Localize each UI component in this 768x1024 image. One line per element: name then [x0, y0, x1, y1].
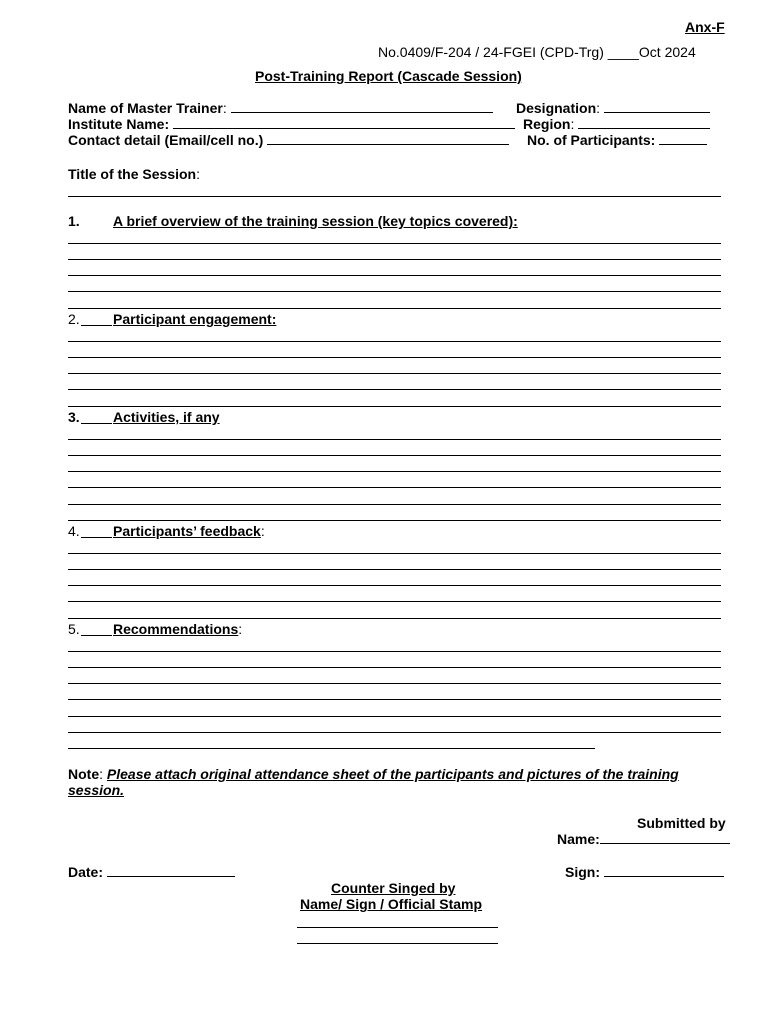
writing-line[interactable] [68, 275, 721, 276]
master-trainer-field: Name of Master Trainer: [68, 100, 493, 116]
writing-line[interactable] [68, 373, 721, 374]
writing-line[interactable] [68, 487, 721, 488]
section-3-number: 3. [68, 409, 80, 425]
note-text-1: Please attach original attendance sheet of the participants and pictures of the training [106, 766, 679, 782]
writing-line[interactable] [68, 585, 721, 586]
section-1-number: 1. [68, 213, 80, 229]
date-label: Date: [68, 864, 104, 880]
counter-sign-line[interactable] [297, 927, 498, 928]
annex-label: Anx-F [685, 19, 725, 35]
writing-line[interactable] [68, 618, 721, 619]
note-line-1: Note: Please attach original attendance sheet of the participants and pictures of the training [68, 766, 679, 782]
date-blank[interactable] [107, 864, 235, 877]
note-text-2: session. [68, 782, 125, 798]
session-title-label: Title of the Session [68, 166, 197, 182]
writing-line[interactable] [68, 748, 595, 749]
writing-line[interactable] [68, 291, 721, 292]
session-title-line[interactable] [68, 196, 721, 197]
tab-underline [81, 325, 112, 326]
page-title: Post-Training Report (Cascade Session) [255, 68, 522, 84]
contact-blank[interactable] [267, 132, 509, 145]
tab-underline [81, 537, 112, 538]
writing-line[interactable] [68, 406, 721, 407]
master-trainer-label: Name of Master Trainer [68, 100, 223, 116]
name-label: Name: [557, 831, 600, 847]
section-3-title: Activities, if any [113, 409, 220, 425]
writing-line[interactable] [68, 504, 721, 505]
writing-line[interactable] [68, 651, 721, 652]
sign-field [565, 864, 724, 880]
region-field: Region: [523, 116, 710, 132]
stamp-label: Name/ Sign / Official Stamp [300, 896, 483, 912]
section-4-title: Participants’ feedback [113, 523, 261, 539]
counter-signed-label: Counter Singed by [331, 880, 456, 896]
note-label: Note [68, 766, 100, 782]
contact-field [68, 132, 509, 148]
master-trainer-blank[interactable] [231, 100, 493, 113]
writing-line[interactable] [68, 683, 721, 684]
designation-label: Designation [516, 100, 597, 116]
designation-field: Designation: [516, 100, 710, 116]
tab-underline [81, 635, 112, 636]
section-2-title: Participant engagement: [113, 311, 277, 327]
region-blank[interactable] [578, 116, 710, 129]
counter-sign-line[interactable] [297, 943, 498, 944]
writing-line[interactable] [68, 455, 721, 456]
writing-line[interactable] [68, 699, 721, 700]
institute-blank[interactable] [173, 116, 515, 129]
participants-count-blank[interactable] [659, 132, 707, 145]
writing-line[interactable] [68, 732, 721, 733]
writing-line[interactable] [68, 389, 721, 390]
section-1-title: A brief overview of the training session (key topics covered): [113, 213, 518, 229]
participants-count-field [527, 132, 707, 148]
submitted-by-label: Submitted by [637, 815, 726, 831]
writing-line[interactable] [68, 259, 721, 260]
sign-label: Sign: [565, 864, 600, 880]
writing-line[interactable] [68, 341, 721, 342]
sign-blank[interactable] [604, 864, 724, 877]
region-label: Region [523, 116, 571, 132]
writing-line[interactable] [68, 308, 721, 309]
writing-line[interactable] [68, 569, 721, 570]
name-field [557, 831, 730, 847]
section-5-heading: Recommendations: [113, 621, 243, 637]
institute-label: Institute Name: [68, 116, 170, 132]
section-5-title: Recommendations [113, 621, 239, 637]
section-5-number: 5. [68, 621, 80, 637]
designation-blank[interactable] [604, 100, 710, 113]
contact-label: Contact detail (Email/cell no.) [68, 132, 264, 148]
participants-count-label: No. of Participants: [527, 132, 656, 148]
name-blank[interactable] [600, 831, 730, 844]
writing-line[interactable] [68, 243, 721, 244]
section-2-number: 2. [68, 311, 80, 327]
writing-line[interactable] [68, 553, 721, 554]
reference-number: No.0409/F-204 / 24-FGEI (CPD-Trg) ____Oct 2024 [378, 44, 696, 60]
section-4-number: 4. [68, 523, 80, 539]
writing-line[interactable] [68, 520, 721, 521]
writing-line[interactable] [68, 601, 721, 602]
institute-field [68, 116, 515, 132]
session-title-field: Title of the Session: [68, 166, 200, 182]
writing-line[interactable] [68, 439, 721, 440]
section-4-heading: Participants’ feedback: [113, 523, 265, 539]
writing-line[interactable] [68, 667, 721, 668]
date-field [68, 864, 235, 880]
tab-underline [81, 423, 112, 424]
writing-line[interactable] [68, 471, 721, 472]
writing-line[interactable] [68, 716, 721, 717]
writing-line[interactable] [68, 357, 721, 358]
